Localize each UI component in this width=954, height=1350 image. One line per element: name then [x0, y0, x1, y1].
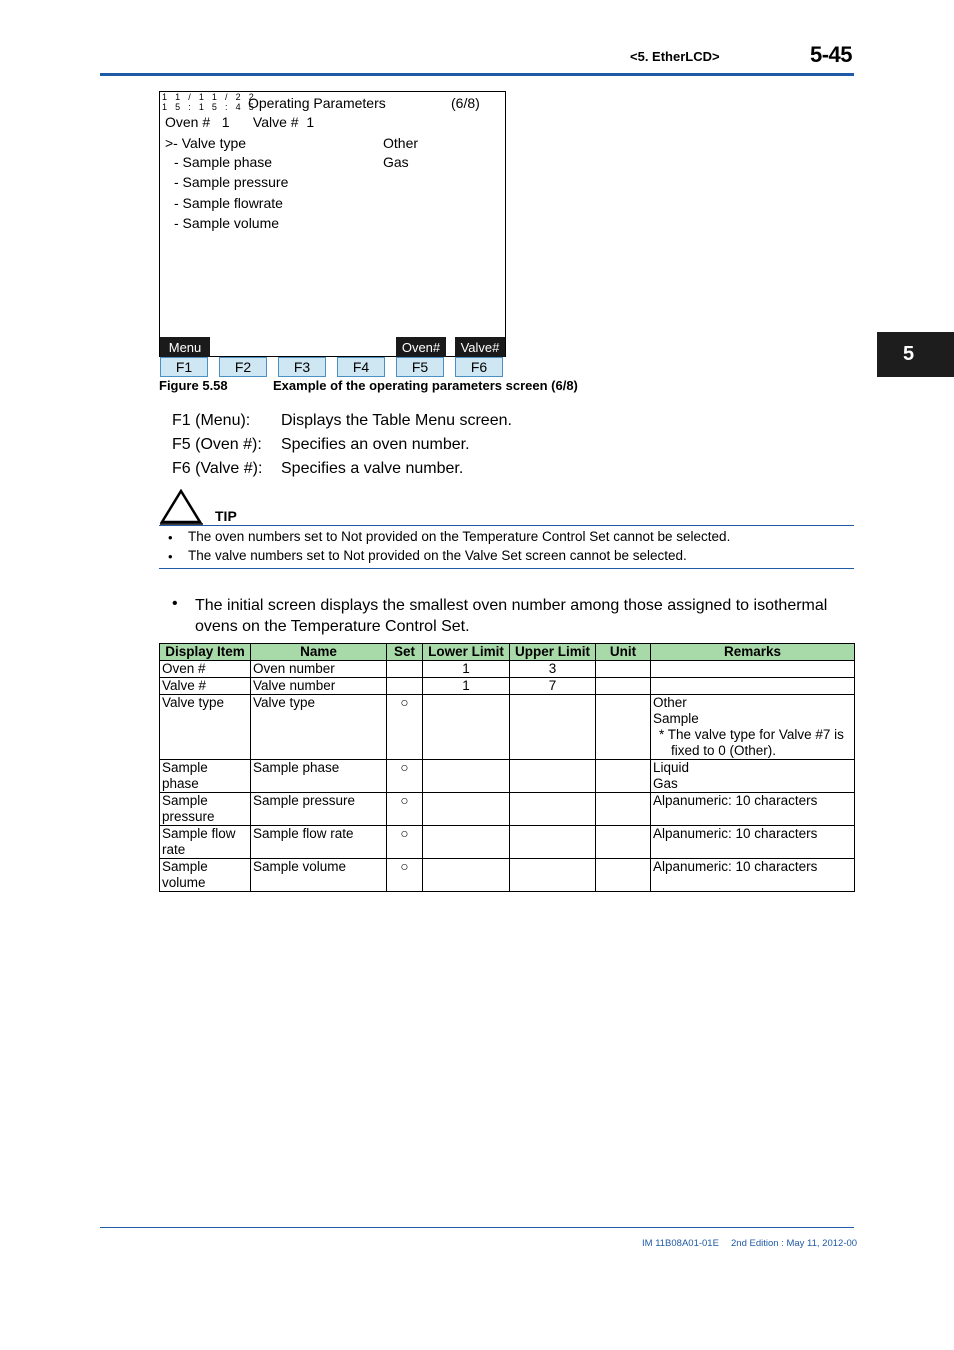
lcd-page-indicator: (6/8) — [451, 95, 480, 111]
cell-name: Sample pressure — [251, 793, 387, 826]
footer-divider — [100, 1227, 854, 1228]
cell-remarks: Alpanumeric: 10 characters — [651, 859, 855, 892]
remark-note: fixed to 0 (Other). — [671, 743, 777, 758]
chapter-tab: 5 — [877, 332, 954, 377]
cell-name: Oven number — [251, 661, 387, 678]
remark-note: * The valve type for Valve #7 is — [659, 727, 844, 742]
section-title: <5. EtherLCD> — [630, 49, 720, 64]
table-header-row — [160, 644, 855, 661]
cell-set: ○ — [387, 826, 423, 859]
cell-upper — [510, 695, 596, 760]
remark-line: Sample — [653, 711, 699, 726]
remark-line: Other — [653, 695, 687, 710]
tip-divider-bottom — [159, 568, 854, 569]
lcd-item-sample-pressure[interactable]: - Sample pressure — [174, 174, 289, 190]
page-number: 5-45 — [810, 42, 853, 67]
document-number: IM 11B08A01-01E — [642, 1238, 719, 1249]
cell-remarks — [651, 661, 855, 678]
cell-unit — [596, 793, 651, 826]
tip-label: TIP — [215, 508, 237, 524]
lcd-time: 1 5 : 1 5 : 4 5 — [162, 102, 257, 112]
cell-upper — [510, 760, 596, 793]
tip-bullet: • — [168, 530, 173, 545]
lcd-title: Operating Parameters — [248, 95, 386, 111]
cell-remarks: Alpanumeric: 10 characters — [651, 793, 855, 826]
cell-unit — [596, 760, 651, 793]
cell-name: Valve number — [251, 678, 387, 695]
cell-unit — [596, 678, 651, 695]
col-display-item: Display Item — [160, 644, 251, 661]
cell-item: Valve # — [160, 678, 251, 695]
table-row — [160, 760, 855, 793]
table-row — [160, 793, 855, 826]
cell-name: Valve type — [251, 695, 387, 760]
softkey-menu: Menu — [160, 337, 210, 357]
cell-upper: 7 — [510, 678, 596, 695]
lcd-value-sample-phase: Gas — [383, 154, 409, 170]
cell-lower — [423, 695, 510, 760]
lcd-date: 1 1 / 1 1 / 2 2 — [162, 92, 257, 102]
cell-unit — [596, 859, 651, 892]
cell-lower — [423, 793, 510, 826]
parameter-table — [159, 643, 855, 892]
note-bullet: • — [172, 595, 178, 612]
fk-label-f1: F1 (Menu): — [172, 412, 251, 429]
cell-item: Sample volume — [160, 859, 251, 892]
cell-upper — [510, 793, 596, 826]
f5-key[interactable]: F5 — [396, 357, 444, 377]
figure-number: Figure 5.58 — [159, 378, 228, 393]
lcd-item-sample-flowrate[interactable]: - Sample flowrate — [174, 195, 283, 211]
cell-set: ○ — [387, 760, 423, 793]
cell-lower: 1 — [423, 678, 510, 695]
tip-item-valve: The valve numbers set to Not provided on the Valve Set screen cannot be selected. — [188, 548, 687, 563]
edition-date: 2nd Edition : May 11, 2012-00 — [731, 1238, 858, 1249]
header-divider — [100, 73, 854, 76]
cell-set — [387, 661, 423, 678]
col-unit: Unit — [596, 644, 651, 661]
cell-upper: 3 — [510, 661, 596, 678]
lcd-item-valve-type[interactable]: >- Valve type — [165, 135, 247, 151]
warning-triangle-icon — [159, 489, 203, 525]
fk-label-f6: F6 (Valve #): — [172, 460, 263, 477]
lcd-item-sample-phase[interactable]: - Sample phase — [174, 154, 273, 170]
lcd-oven-valve-line: Oven # 1 Valve # 1 — [165, 114, 315, 130]
cell-item: Valve type — [160, 695, 251, 760]
col-remarks: Remarks — [651, 644, 855, 661]
cell-item: Sample phase — [160, 760, 251, 793]
lcd-screen — [159, 91, 506, 357]
cell-upper — [510, 859, 596, 892]
cell-lower — [423, 859, 510, 892]
cell-lower: 1 — [423, 661, 510, 678]
cell-name: Sample volume — [251, 859, 387, 892]
tip-item-oven: The oven numbers set to Not provided on the Temperature Control Set cannot be selected. — [188, 529, 731, 544]
table-row — [160, 661, 855, 678]
f1-key[interactable]: F1 — [160, 357, 208, 377]
cell-upper — [510, 826, 596, 859]
cell-item: Sample pressure — [160, 793, 251, 826]
cell-remarks — [651, 678, 855, 695]
cell-name: Sample flow rate — [251, 826, 387, 859]
col-upper-limit: Upper Limit — [510, 644, 596, 661]
remark-line: Gas — [653, 776, 678, 791]
softkey-oven: Oven# — [396, 337, 446, 357]
f3-key[interactable]: F3 — [278, 357, 326, 377]
cell-lower — [423, 826, 510, 859]
f6-key[interactable]: F6 — [455, 357, 503, 377]
fk-desc-f5: Specifies an oven number. — [281, 436, 470, 453]
col-name: Name — [251, 644, 387, 661]
cell-set: ○ — [387, 859, 423, 892]
cell-remarks — [651, 760, 855, 793]
cell-item: Oven # — [160, 661, 251, 678]
softkey-valve: Valve# — [455, 337, 505, 357]
tip-divider-top — [159, 525, 854, 526]
remark-line: Liquid — [653, 760, 690, 775]
cell-set: ○ — [387, 695, 423, 760]
fk-desc-f6: Specifies a valve number. — [281, 460, 464, 477]
table-row — [160, 678, 855, 695]
table-row — [160, 695, 855, 760]
col-lower-limit: Lower Limit — [423, 644, 510, 661]
cell-remarks — [651, 695, 855, 760]
f2-key[interactable]: F2 — [219, 357, 267, 377]
initial-screen-note: The initial screen displays the smallest oven number among those assigned to isothermal ovens on the Temperature Control Set. — [195, 597, 828, 635]
cell-unit — [596, 826, 651, 859]
lcd-value-valve-type: Other — [383, 135, 419, 151]
figure-caption: Example of the operating parameters screen (6/8) — [273, 378, 578, 393]
cell-set — [387, 678, 423, 695]
cell-item: Sample flow rate — [160, 826, 251, 859]
fk-label-f5: F5 (Oven #): — [172, 436, 262, 453]
fk-desc-f1: Displays the Table Menu screen. — [281, 412, 512, 429]
lcd-datetime — [162, 92, 257, 112]
cell-name: Sample phase — [251, 760, 387, 793]
cell-unit — [596, 661, 651, 678]
f4-key[interactable]: F4 — [337, 357, 385, 377]
lcd-item-sample-volume[interactable]: - Sample volume — [174, 215, 280, 231]
cell-lower — [423, 760, 510, 793]
col-set: Set — [387, 644, 423, 661]
cell-set: ○ — [387, 793, 423, 826]
table-row — [160, 826, 855, 859]
cell-unit — [596, 695, 651, 760]
table-row — [160, 859, 855, 892]
cell-remarks: Alpanumeric: 10 characters — [651, 826, 855, 859]
tip-bullet: • — [168, 549, 173, 564]
